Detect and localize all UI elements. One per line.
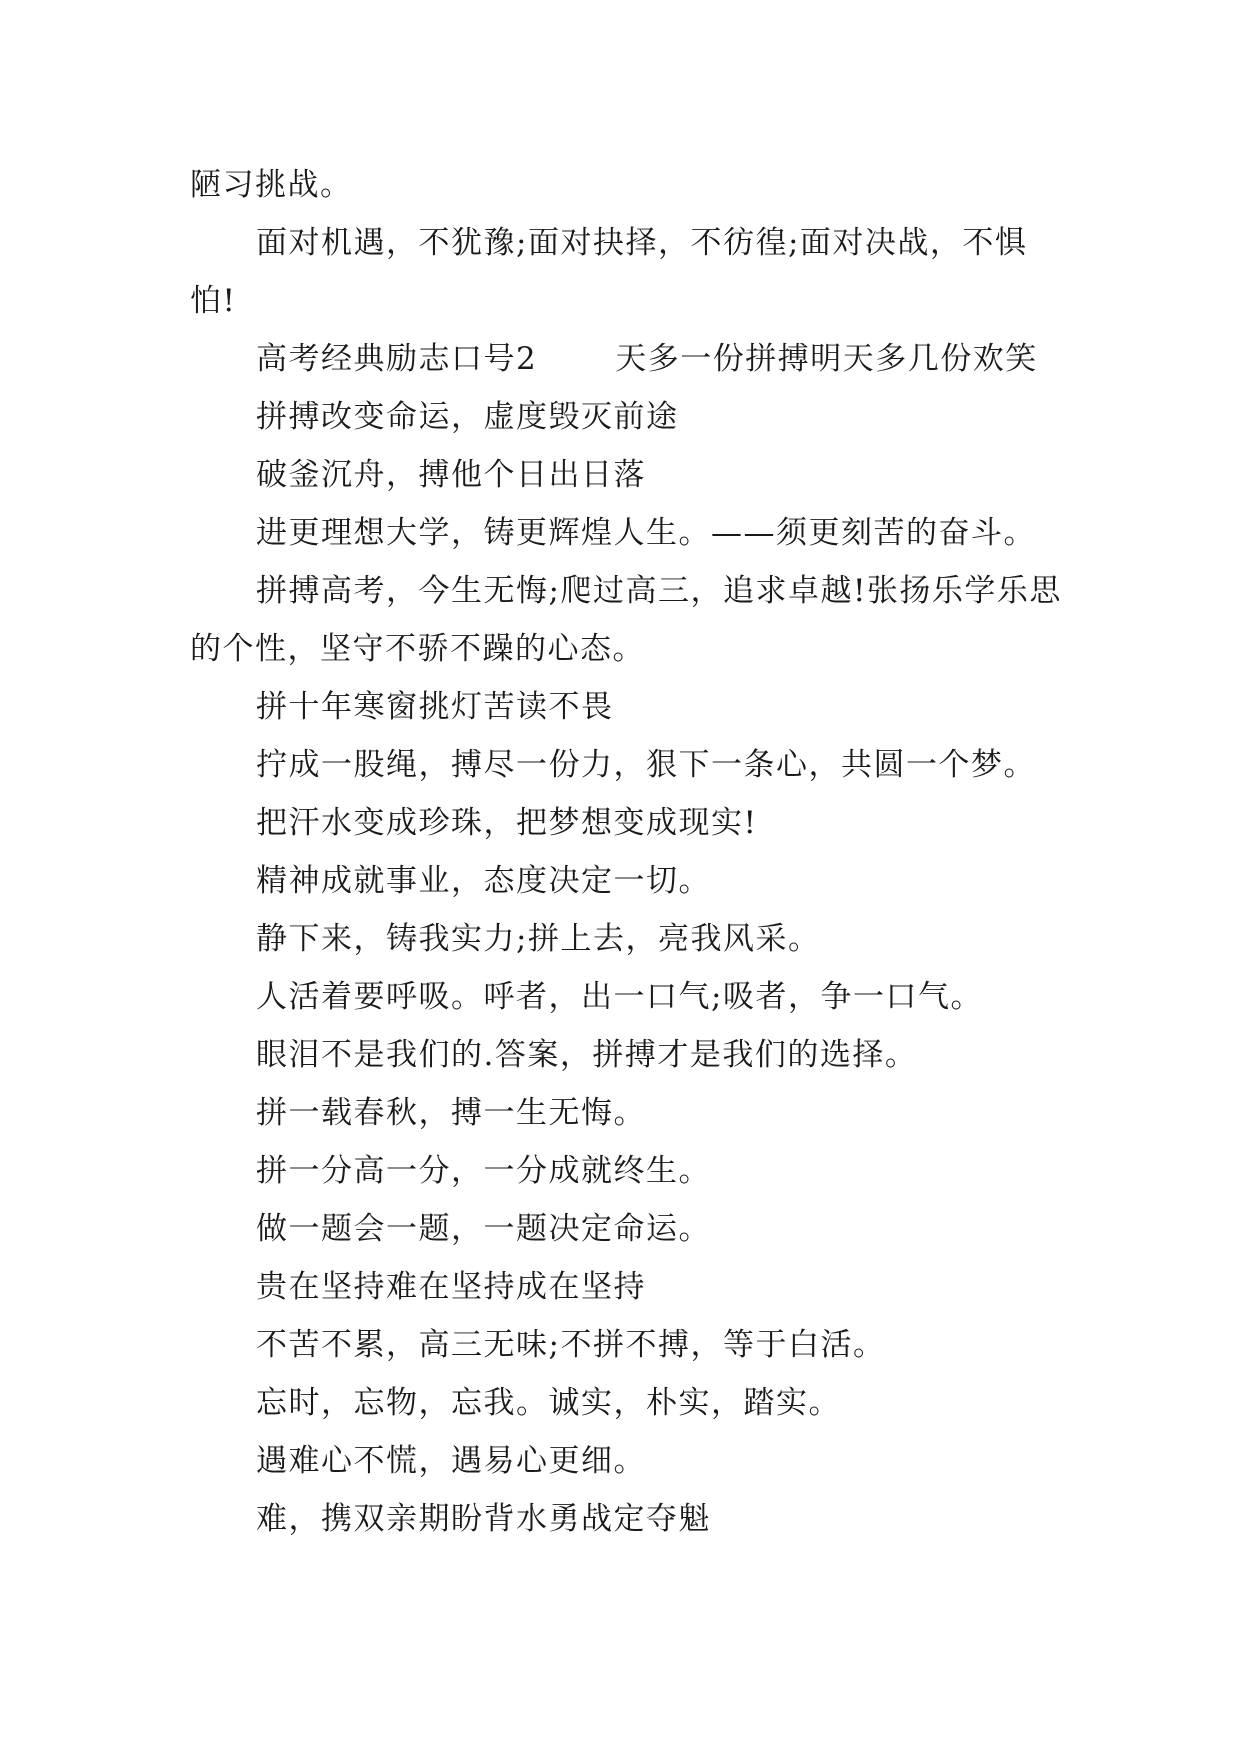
document-body (190, 156, 1070, 1548)
text-line: 进更理想大学，铸更辉煌人生。——须更刻苦的奋斗。 (256, 515, 1036, 551)
text-line: 眼泪不是我们的.答案，拼搏才是我们的选择。 (256, 1037, 918, 1073)
text-line: 遇难心不慌，遇易心更细。 (256, 1443, 646, 1479)
text-line: 贵在坚持难在坚持成在坚持 (256, 1269, 646, 1305)
text-line: 拼十年寒窗挑灯苦读不畏 (256, 689, 614, 725)
section-heading: 高考经典励志口号2 (256, 341, 538, 377)
text-line: 拼一载春秋，搏一生无悔。 (256, 1095, 646, 1131)
text-line: 精神成就事业，态度决定一切。 (256, 863, 711, 899)
text-line: 拼一分高一分，一分成就终生。 (256, 1153, 711, 1189)
text-line: 天多一份拼搏明天多几份欢笑 (615, 341, 1038, 377)
heading-line (190, 330, 1070, 388)
text-paragraph: 面对机遇，不犹豫;面对抉择，不彷徨;面对决战，不惧怕! (190, 225, 1028, 319)
text-line: 忘时，忘物，忘我。诚实，朴实，踏实。 (256, 1385, 841, 1421)
text-line: 难，携双亲期盼背水勇战定夺魁 (256, 1501, 711, 1537)
text-paragraph: 拼搏高考，今生无悔;爬过高三，追求卓越!张扬乐学乐思的个性，坚守不骄不躁的心态。 (190, 573, 1062, 667)
text-line: 人活着要呼吸。呼者，出一口气;吸者，争一口气。 (256, 979, 983, 1015)
text-line: 陋习挑战。 (190, 167, 353, 203)
text-line: 把汗水变成珍珠，把梦想变成现实! (256, 805, 758, 841)
text-line: 静下来，铸我实力;拼上去，亮我风采。 (256, 921, 821, 957)
text-line: 拧成一股绳，搏尽一份力，狠下一条心，共圆一个梦。 (256, 747, 1036, 783)
text-line: 破釜沉舟，搏他个日出日落 (256, 457, 646, 493)
text-line: 拼搏改变命运，虚度毁灭前途 (256, 399, 679, 435)
text-line: 不苦不累，高三无味;不拼不搏，等于白活。 (256, 1327, 886, 1363)
text-line: 做一题会一题，一题决定命运。 (256, 1211, 711, 1247)
